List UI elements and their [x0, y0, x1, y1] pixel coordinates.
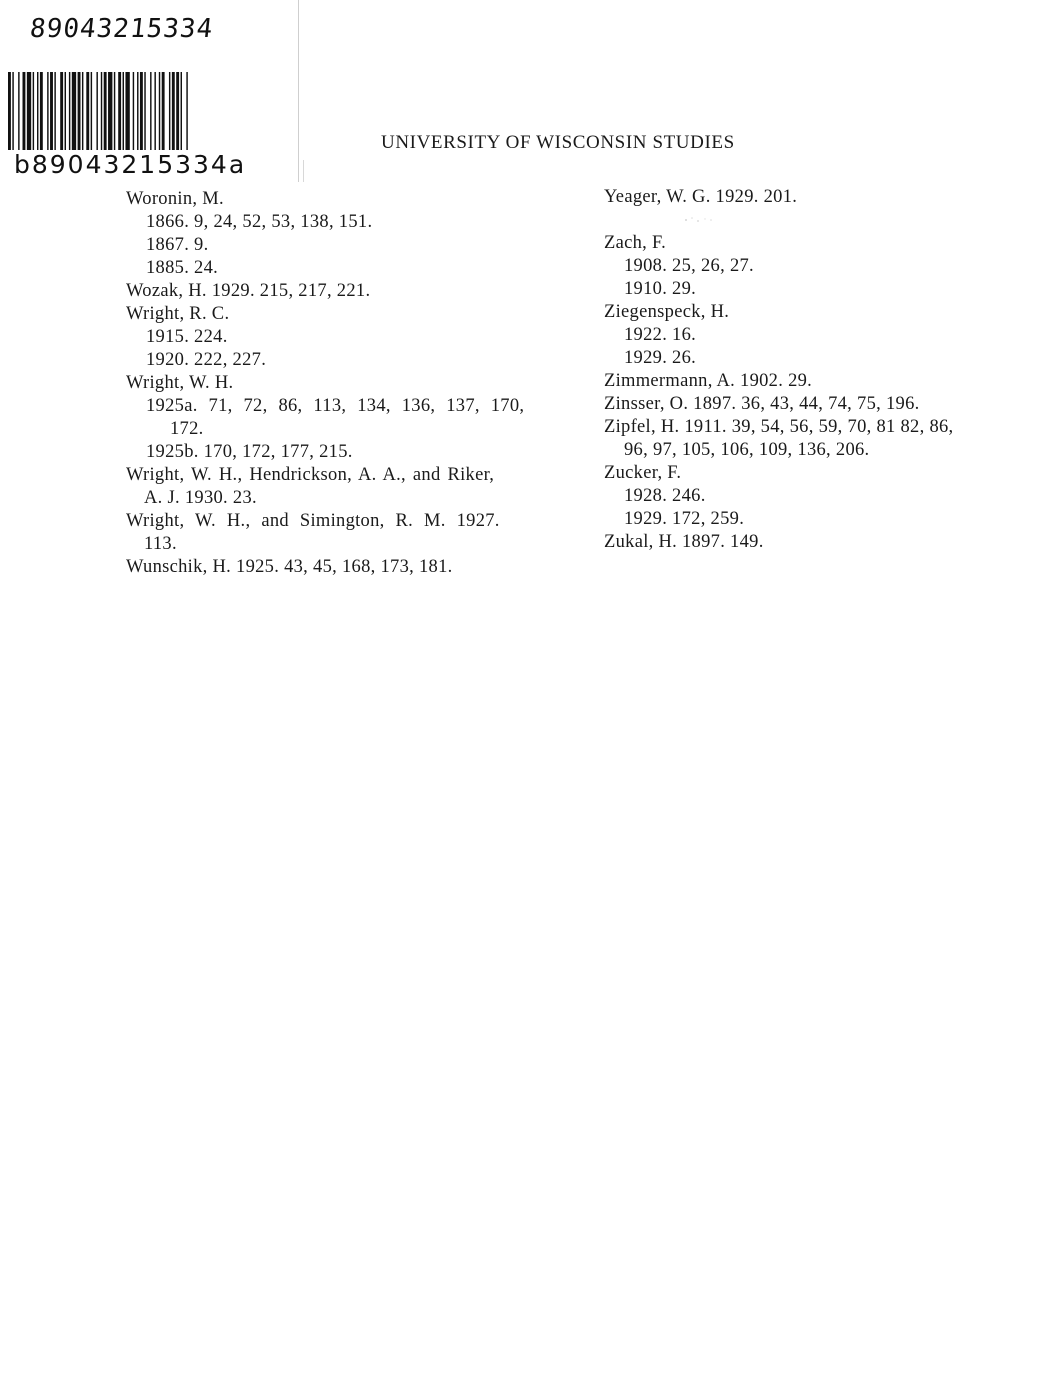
index-entry: Zimmermann, A. 1902. 29. — [604, 371, 813, 391]
barcode-bar — [8, 72, 11, 150]
barcode-bar — [86, 72, 89, 150]
barcode-bar — [69, 72, 70, 150]
index-subentry: 1928. 246. — [624, 486, 706, 506]
barcode-bar — [18, 72, 19, 150]
index-subentry: 1910. 29. — [624, 279, 697, 299]
barcode-bar — [186, 72, 187, 150]
index-entry-line: Wright, W. H., Hendrickson, A. A., and Riker, — [126, 465, 495, 485]
barcode-bar — [101, 72, 102, 150]
index-entry-name: Woronin, M. — [126, 189, 224, 209]
barcode-bar — [108, 72, 112, 150]
barcode-bar — [65, 72, 66, 150]
index-subentry: 1925b. 170, 172, 177, 215. — [146, 442, 353, 462]
barcode-bar — [60, 72, 63, 150]
index-entry-continuation: 113. — [144, 534, 177, 554]
barcode-bar — [91, 72, 92, 150]
barcode-bar — [33, 72, 34, 150]
barcode-bar — [54, 72, 55, 150]
index-subentry-line: 1925a. 71, 72, 86, 113, 134, 136, 137, 170, — [146, 396, 525, 416]
index-subentry: 1920. 222, 227. — [146, 350, 267, 370]
index-subentry: 1929. 172, 259. — [624, 509, 745, 529]
index-subentry — [126, 395, 582, 441]
index-subentry: 1866. 9, 24, 52, 53, 138, 151. — [146, 212, 373, 232]
barcode-label: b89043215334a — [14, 150, 247, 179]
index-column-left — [126, 188, 582, 579]
barcode-bar — [82, 72, 83, 150]
fold-line — [298, 0, 299, 182]
index-subentry: 1867. 9. — [146, 235, 209, 255]
index-entry-continuation: A. J. 1930. 23. — [144, 488, 257, 508]
index-entry-name: Zucker, F. — [604, 463, 682, 483]
index-subentry: 1929. 26. — [624, 348, 697, 368]
barcode-bar — [78, 72, 81, 150]
barcode-bar — [72, 72, 76, 150]
index-entry: Zinsser, O. 1897. 36, 43, 44, 74, 75, 196. — [604, 394, 920, 414]
barcode-bar — [37, 72, 38, 150]
index-entry — [604, 416, 1059, 462]
barcode-bar — [96, 72, 97, 150]
index-entry: Yeager, W. G. 1929. 201. — [604, 187, 798, 207]
barcode-bar — [123, 72, 124, 150]
index-entry — [126, 464, 582, 510]
barcode-bar — [144, 72, 145, 150]
barcode-bar — [162, 72, 165, 150]
index-subentry: 1915. 224. — [146, 327, 228, 347]
barcode-bar — [125, 72, 129, 150]
handwritten-call-number: 89043215334 — [28, 14, 215, 44]
index-subentry-continuation: 172. — [170, 419, 204, 439]
barcode-bar — [172, 72, 175, 150]
barcode-bar — [181, 72, 182, 150]
barcode-bar — [47, 72, 48, 150]
barcode-bar — [154, 72, 155, 150]
index-entry-name: Wright, R. C. — [126, 304, 230, 324]
spacer — [604, 209, 1059, 232]
index-subentry: 1885. 24. — [146, 258, 219, 278]
index-column-right — [604, 186, 1059, 554]
barcode — [8, 72, 254, 150]
barcode-bar — [137, 72, 138, 150]
barcode-bar — [40, 72, 43, 150]
barcode-bar — [12, 72, 13, 150]
barcode-bar — [118, 72, 121, 150]
barcode-bar — [50, 72, 53, 150]
barcode-bar — [150, 72, 151, 150]
index-entry-line: Zipfel, H. 1911. 39, 54, 56, 59, 70, 81 82, 86, — [604, 417, 954, 437]
index-entry: Wunschik, H. 1925. 43, 45, 168, 173, 181. — [126, 557, 453, 577]
barcode-bar — [140, 72, 143, 150]
index-subentry: 1908. 25, 26, 27. — [624, 256, 754, 276]
barcode-bar — [23, 72, 26, 150]
barcode-bar — [169, 72, 170, 150]
barcode-bar — [133, 72, 134, 150]
barcode-bar — [104, 72, 107, 150]
barcode-bar — [114, 72, 115, 150]
index-entry-continuation: 96, 97, 105, 106, 109, 136, 206. — [624, 440, 870, 460]
index-entry: Wozak, H. 1929. 215, 217, 221. — [126, 281, 371, 301]
barcode-bar — [27, 72, 31, 150]
index-entry-name: Zach, F. — [604, 233, 667, 253]
barcode-bar — [159, 72, 160, 150]
page-header: UNIVERSITY OF WISCONSIN STUDIES — [381, 132, 735, 153]
barcode-bar — [176, 72, 179, 150]
fold-line — [303, 160, 304, 182]
index-entry: Zukal, H. 1897. 149. — [604, 532, 764, 552]
index-entry — [126, 510, 582, 556]
index-entry-name: Ziegenspeck, H. — [604, 302, 730, 322]
index-entry-name: Wright, W. H. — [126, 373, 234, 393]
index-subentry: 1922. 16. — [624, 325, 697, 345]
index-entry-line: Wright, W. H., and Simington, R. M. 1927. — [126, 511, 500, 531]
